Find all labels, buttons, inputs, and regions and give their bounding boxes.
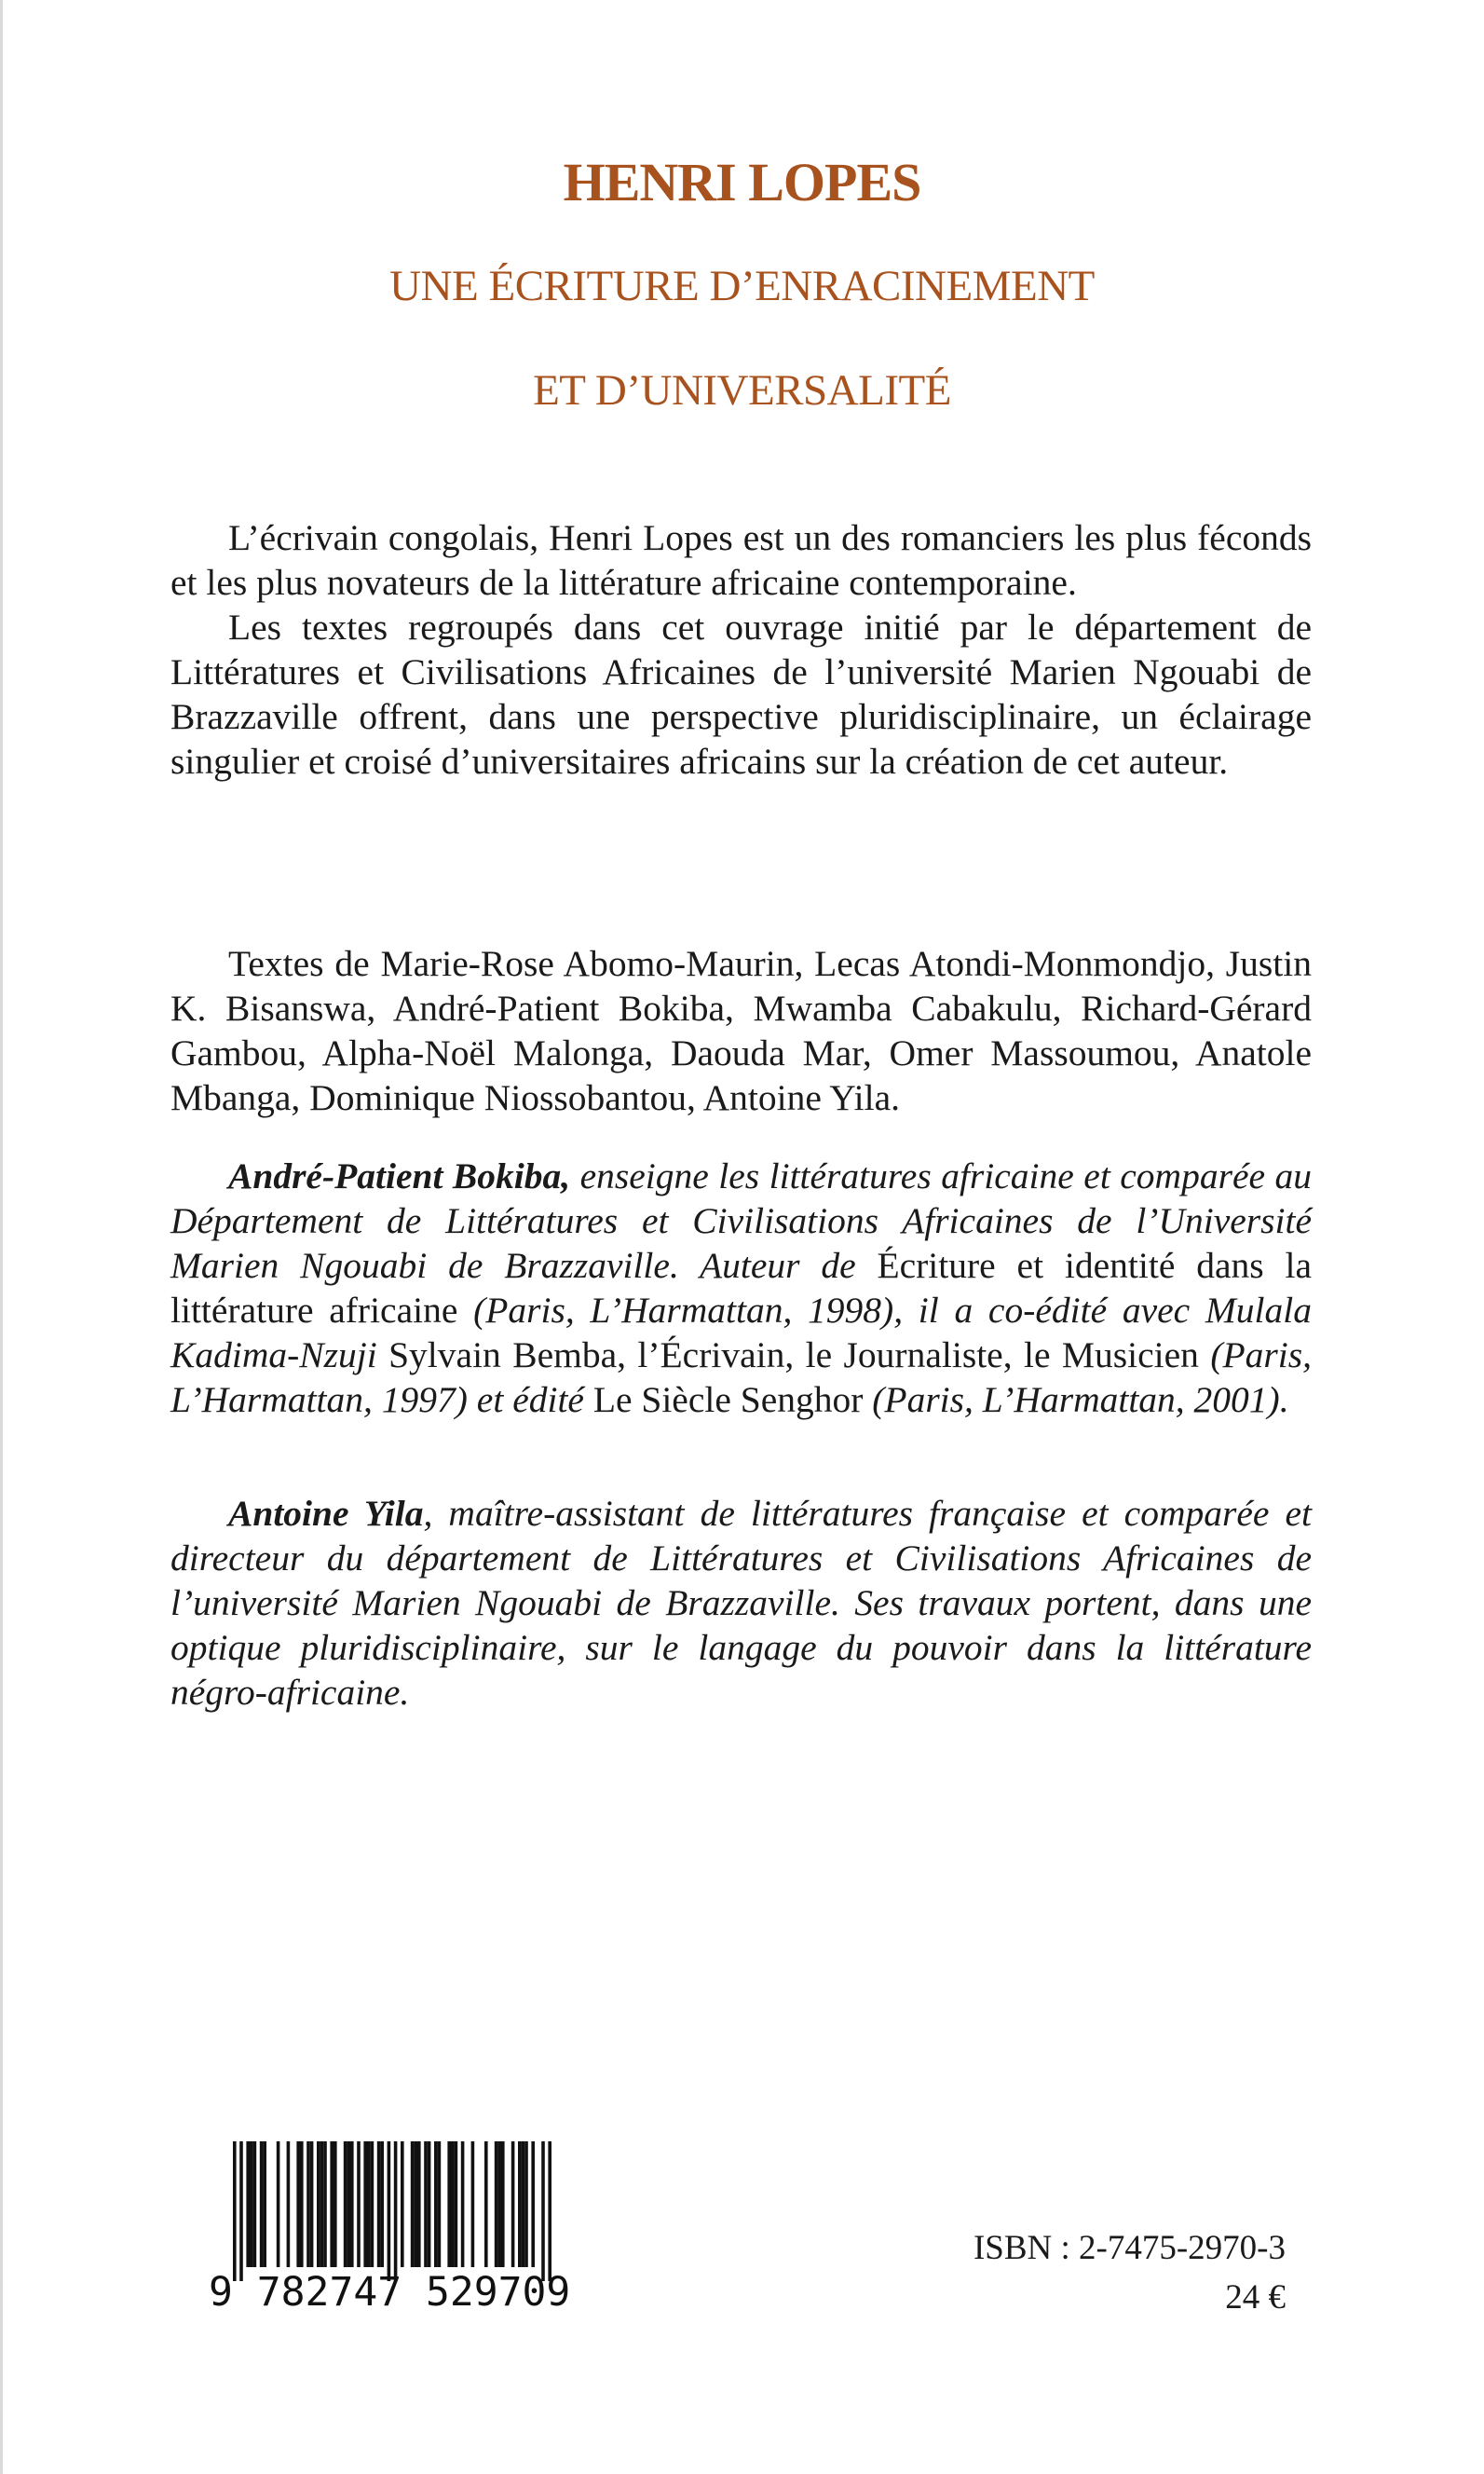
barcode-bar	[394, 2141, 398, 2281]
barcode-bar	[484, 2141, 488, 2267]
contributors-paragraph: Textes de Marie-Rose Abomo-Maurin, Lecas Atondi-Monmondjo, Justin K. Bisanswa, André-Patient Bokiba, Mwamba Cabakulu, Richard-Gérard Gambou, Alpha-Noël Malonga, Daouda Mar, Omer Massoumou, Anatole Mbanga, Dominique Niossobantou, Antoine Yila.	[170, 943, 1312, 1118]
bio-bokiba-text-2: (Paris, L’Harmattan, 1998), il a co-édité avec Mulala Kadima-Nzuji	[170, 1290, 1312, 1375]
contributors-section	[170, 941, 1312, 1120]
barcode-bar	[277, 2141, 280, 2267]
subtitle-line-1: UNE ÉCRITURE D’ENRACINEMENT	[389, 262, 1095, 310]
bio-bokiba	[170, 1154, 1312, 1422]
title-block	[0, 149, 1484, 418]
barcode-bar	[411, 2141, 415, 2267]
price-label: 24 €	[1225, 2278, 1286, 2317]
barcode-bar	[522, 2141, 525, 2267]
barcode-bar	[246, 2141, 250, 2267]
barcode-bar	[371, 2141, 374, 2267]
barcode-bar	[263, 2141, 266, 2267]
description-paragraph-2: Les textes regroupés dans cet ouvrage initié par le département de Littératures et Civilisations Africaines de l’université Marien Ngouabi de Brazzaville offrent, dans une perspective pluridisciplinaire, un éclairage singulier et croisé d’universitaires africains sur la création de cet auteur.	[170, 607, 1312, 782]
barcode-bar	[330, 2141, 334, 2267]
barcode-bar	[447, 2141, 451, 2267]
barcode-bar	[531, 2141, 535, 2267]
bio-bokiba-work-3: Le Siècle Senghor	[592, 1379, 864, 1420]
barcode-bar	[250, 2141, 253, 2267]
barcode-bar	[497, 2141, 501, 2267]
barcode-bar	[300, 2141, 304, 2267]
barcode-bar	[323, 2141, 327, 2267]
barcode-bar	[287, 2141, 291, 2267]
barcode-bar	[428, 2141, 431, 2267]
bio-yila	[170, 1491, 1312, 1715]
isbn-label: ISBN : 2-7475-2970-3	[973, 2229, 1286, 2267]
bio-bokiba-work-1: Écriture et identité dans la littérature africaine	[170, 1245, 1312, 1331]
bio-bokiba-work-2: Sylvain Bemba, l’Écrivain, le Journaliste, le Musicien	[388, 1334, 1199, 1375]
barcode-bar	[350, 2141, 354, 2267]
barcode-bar	[511, 2141, 515, 2267]
barcode-bar	[367, 2141, 371, 2267]
barcode-bar	[424, 2141, 428, 2267]
barcode-bar	[541, 2141, 545, 2281]
bio-yila-name: Antoine Yila	[228, 1493, 424, 1534]
barcode-bar	[334, 2141, 337, 2267]
barcode-bar	[233, 2141, 237, 2281]
barcode-bar	[306, 2141, 310, 2267]
bio-bokiba-text-1: enseigne les littératures africaine et comparée au Département de Littératures et Civilisations Africaines de l’Université Marien Ngouabi de Brazzaville. Auteur de	[170, 1155, 1313, 1286]
barcode-bar	[260, 2141, 264, 2267]
barcode-bar	[320, 2141, 324, 2267]
barcode-bar	[401, 2141, 404, 2267]
bio-bokiba-text-3: (Paris, L’Harmattan, 1997) et édité	[170, 1334, 1312, 1420]
barcode-bar	[501, 2141, 505, 2267]
barcode-bar	[471, 2141, 475, 2267]
barcode-bar	[417, 2141, 421, 2267]
barcode-bar	[344, 2141, 347, 2267]
barcode-bar	[524, 2141, 528, 2267]
barcode-bar	[239, 2141, 243, 2281]
barcode-bar	[451, 2141, 455, 2267]
barcode-bars	[233, 2141, 551, 2281]
barcode-bar	[357, 2141, 361, 2267]
subtitle-line-2: ET D’UNIVERSALITÉ	[533, 366, 951, 415]
bio-yila-paragraph	[170, 1491, 1312, 1715]
barcode-bar	[548, 2141, 551, 2281]
bio-bokiba-text-4: (Paris, L’Harmattan, 2001).	[863, 1379, 1289, 1420]
description-section	[170, 515, 1312, 784]
barcode-bar	[434, 2141, 438, 2267]
bio-bokiba-paragraph	[170, 1154, 1312, 1422]
barcode-bar	[347, 2141, 350, 2267]
barcode-bar	[317, 2141, 320, 2267]
barcode-bar	[253, 2141, 257, 2267]
barcode-bar	[455, 2141, 458, 2267]
barcode-bar	[310, 2141, 314, 2267]
barcode-bar	[363, 2141, 367, 2267]
barcode-bar	[495, 2141, 498, 2267]
barcode-bar	[388, 2141, 391, 2281]
barcode-image	[207, 2141, 575, 2312]
barcode-digits: 9 782747 529709	[209, 2269, 571, 2312]
description-paragraph-1: L’écrivain congolais, Henri Lopes est un des romanciers les plus féconds et les plus novateurs de la littérature africaine contemporaine.	[170, 517, 1312, 603]
barcode-bar	[518, 2141, 522, 2267]
barcode-bar	[461, 2141, 465, 2267]
barcode-bar	[414, 2141, 417, 2267]
author-name: HENRI LOPES	[563, 152, 921, 212]
barcode-bar	[438, 2141, 442, 2267]
barcode-bar	[296, 2141, 300, 2267]
bio-bokiba-name: André-Patient Bokiba,	[228, 1155, 571, 1196]
barcode-bar	[377, 2141, 381, 2267]
barcode-bar	[380, 2141, 384, 2267]
bio-yila-text: , maître-assistant de littératures française et comparée et directeur du département de Littératures et Civilisations Africaines de l’université Marien Ngouabi de Brazzaville. Ses travaux portent, dans une optique pluridisciplinaire, sur le langage du pouvoir dans la littérature négro-africaine.	[170, 1493, 1312, 1713]
